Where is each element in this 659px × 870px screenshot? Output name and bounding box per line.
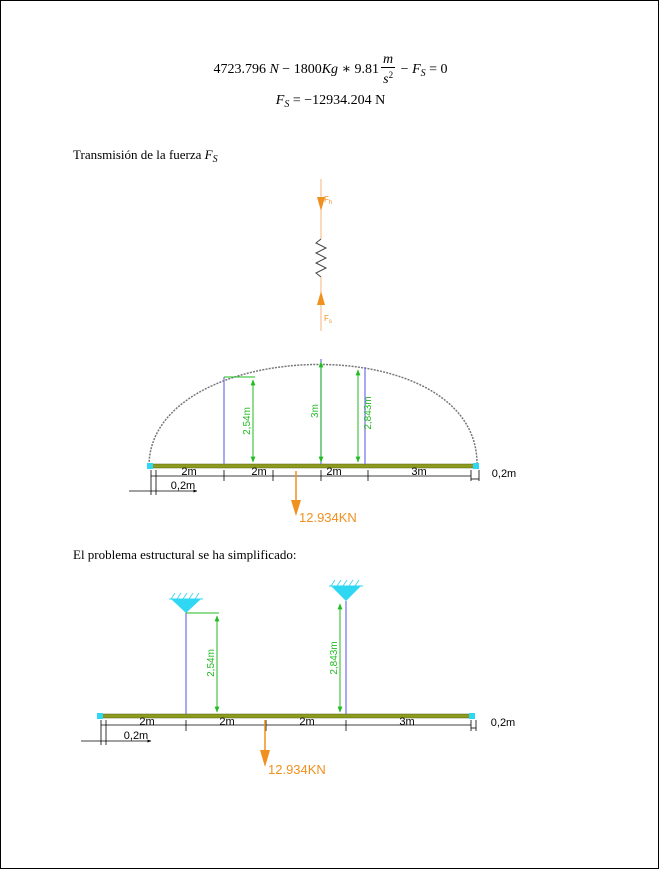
arch-diagram: [129, 359, 516, 525]
equation-fs-result: $F_S = -12934.204$ N: [275, 93, 386, 110]
paragraph-force-transmission: Transmisión de la fuerza $F_S$: [73, 147, 218, 165]
simplified-force-label: 12.934KN: [268, 762, 326, 777]
arch-left-support: [147, 463, 153, 469]
simplified-end-right-label: 0,2m: [490, 717, 516, 729]
fixed-support-left-icon: [169, 593, 203, 613]
simplified-height-label-1: 2,54m: [206, 649, 217, 677]
simplified-span-label-3: 2m: [299, 716, 315, 728]
simplified-span-label-1: 2m: [139, 716, 155, 728]
simplified-height-label-2: 2,843m: [329, 641, 340, 675]
spring-top-label: $F_h$: [324, 195, 333, 206]
fraction-m-s2: $\frac{m}{s^2}$: [383, 52, 394, 87]
arrow-up-icon: [317, 291, 325, 305]
simplified-right-end: [469, 713, 475, 719]
arch-force-label: 12.934KN: [299, 510, 357, 525]
simplified-end-left-label: 0,2m: [123, 730, 149, 742]
simplified-left-end: [97, 713, 103, 719]
arch-height-label-1: 2,54m: [242, 407, 253, 435]
spring-icon: [316, 239, 326, 277]
arch-end-left-label: 0,2m: [170, 480, 196, 492]
arch-span-label-2: 2m: [251, 466, 267, 478]
diagrams-canvas: [1, 1, 659, 870]
arch-height-label-3: 2,843m: [363, 396, 374, 430]
arch-span-label-3: 2m: [326, 466, 342, 478]
simplified-beam: [99, 714, 473, 718]
arch-span-label-4: 3m: [411, 466, 427, 478]
fixed-support-right-icon: [329, 580, 363, 601]
arch-right-support: [473, 463, 479, 469]
paragraph-simplified-problem: El problema estructural se ha simplificado:: [73, 547, 297, 562]
spring-bottom-label: $F_s$: [324, 314, 332, 325]
spring-diagram: [316, 179, 332, 331]
simplified-span-label-2: 2m: [219, 716, 235, 728]
arch-end-right-label: 0,2m: [491, 468, 517, 480]
simplified-span-label-4: 3m: [399, 716, 415, 728]
equation-force-balance: 4723.796 N − 1800Kg ∗ 9.81 $\frac{m}{s^2}$ − $F_S = 0$: [213, 52, 448, 87]
arch-beam: [149, 464, 477, 468]
arch-span-label-1: 2m: [181, 466, 197, 478]
simplified-diagram: [81, 580, 515, 777]
arch-height-label-2: 3m: [310, 404, 321, 418]
